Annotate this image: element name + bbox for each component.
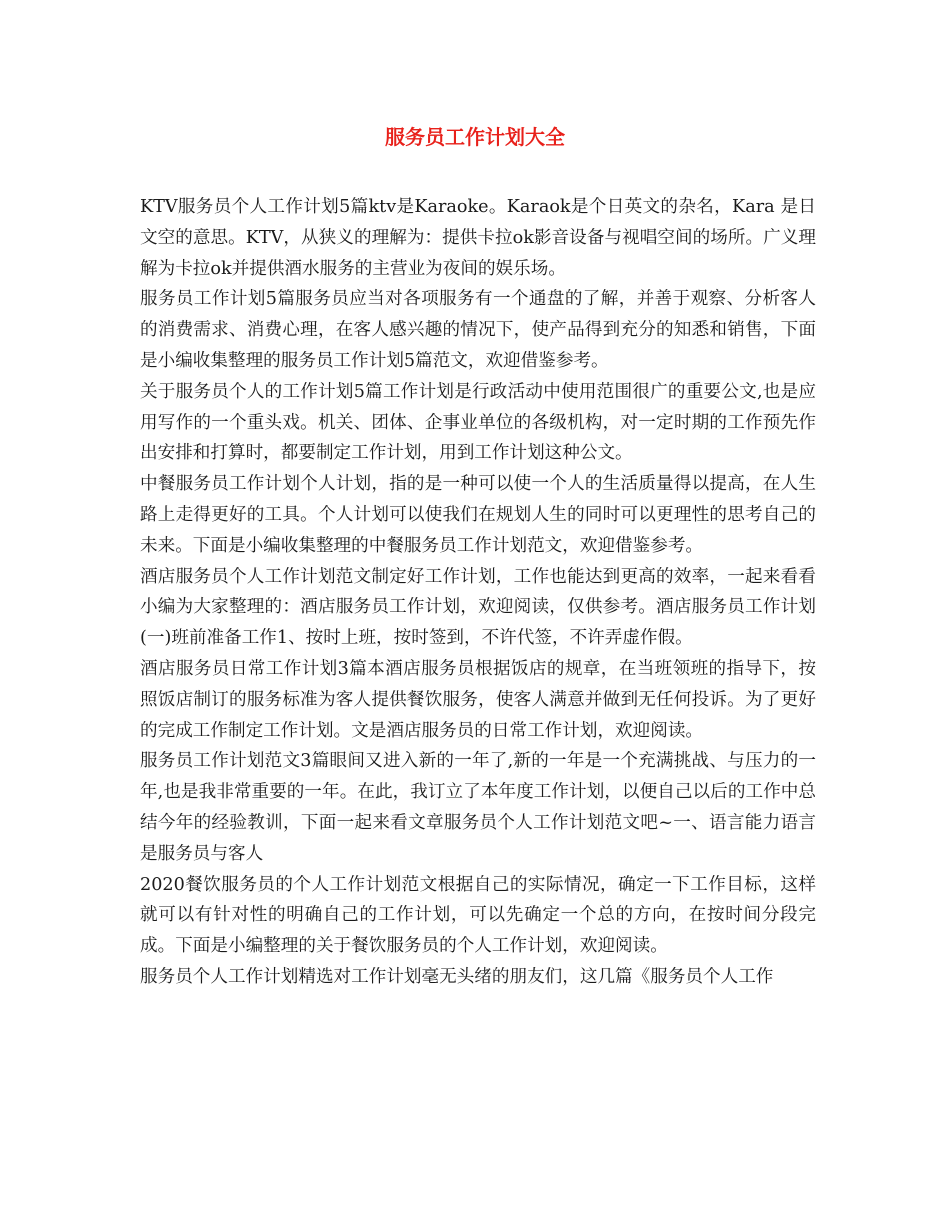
document-title: 服务员工作计划大全 bbox=[385, 125, 565, 149]
paragraph-waiter-plan: 服务员工作计划5篇服务员应当对各项服务有一个通盘的了解，并善于观察、分析客人的消费需求、消费心理，在客人感兴趣的情况下，使产品得到充分的知悉和销售，下面是小编收集整理的服务员工作计划5篇范文，欢迎借鉴参考。 bbox=[140, 289, 816, 371]
paragraph-ktv-plan: KTV服务员个人工作计划5篇ktv是Karaoke。Karaok是个日英文的杂名，Kara 是日文空的意思。KTV，从狭义的理解为：提供卡拉ok影音设备与视唱空间的场所。广义理解为卡拉ok并提供酒水服务的主营业为夜间的娱乐场。 bbox=[140, 197, 816, 279]
paragraph-personal-plan: 关于服务员个人的工作计划5篇工作计划是行政活动中使用范围很广的重要公文,也是应用写作的一个重头戏。机关、团体、企事业单位的各级机构，对一定时期的工作预先作出安排和打算时，都要制定工作计划，用到工作计划这种公文。 bbox=[140, 381, 816, 464]
document-body bbox=[140, 192, 816, 993]
paragraph-catering-plan-2020: 2020餐饮服务员的个人工作计划范文根据自己的实际情况，确定一下工作目标，这样就可以有针对性的明确自己的工作计划，可以先确定一个总的方向，在按时间分段完成。下面是小编整理的关于餐饮服务员的个人工作计划，欢迎阅读。 bbox=[140, 874, 816, 957]
paragraph-selected-plans: 服务员个人工作计划精选对工作计划毫无头绪的朋友们，这几篇《服务员个人工作 bbox=[140, 966, 774, 987]
paragraph-plan-samples: 服务员工作计划范文3篇眼间又进入新的一年了,新的一年是一个充满挑战、与压力的一年,也是我非常重要的一年。在此，我订立了本年度工作计划，以便自己以后的工作中总结今年的经验教训，下面一起来看文章服务员个人工作计划范文吧~一、语言能力语言是服务员与客人 bbox=[140, 751, 816, 864]
paragraph-chinese-restaurant-plan: 中餐服务员工作计划个人计划，指的是一种可以使一个人的生活质量得以提高，在人生路上走得更好的工具。个人计划可以使我们在规划人生的同时可以更理性的思考自己的未来。下面是小编收集整理的中餐服务员工作计划范文，欢迎借鉴参考。 bbox=[140, 474, 816, 556]
paragraph-hotel-daily-plan: 酒店服务员日常工作计划3篇本酒店服务员根据饭店的规章，在当班领班的指导下，按照饭店制订的服务标准为客人提供餐饮服务，使客人满意并做到无任何投诉。为了更好的完成工作制定工作计划。文是酒店服务员的日常工作计划，欢迎阅读。 bbox=[140, 658, 816, 741]
paragraph-hotel-personal-plan: 酒店服务员个人工作计划范文制定好工作计划，工作也能达到更高的效率，一起来看看小编为大家整理的：酒店服务员工作计划，欢迎阅读，仅供参考。酒店服务员工作计划(一)班前准备工作1、按时上班，按时签到，不许代签，不许弄虚作假。 bbox=[140, 566, 816, 649]
